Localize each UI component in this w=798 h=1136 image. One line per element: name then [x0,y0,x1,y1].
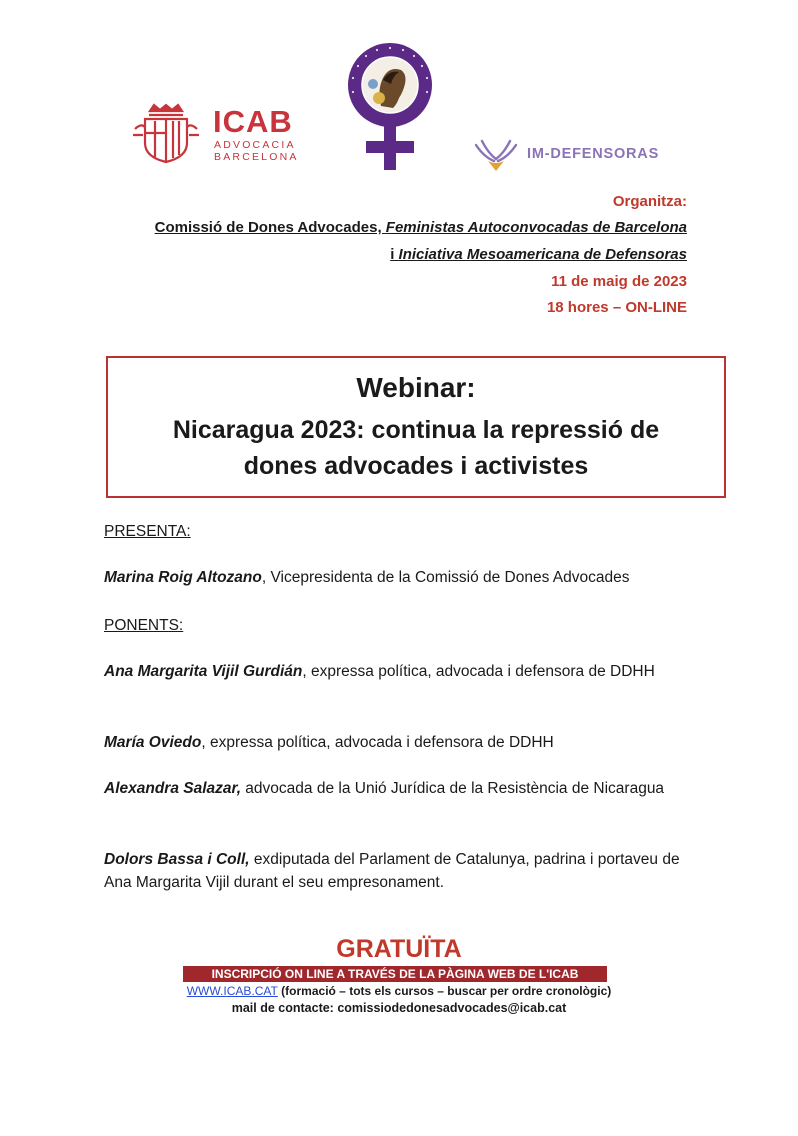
presenter-entry [104,566,694,589]
organizer-line-2-plain: i [390,246,399,263]
speaker-entry [104,731,694,754]
speaker-name: Alexandra Salazar, [104,780,241,797]
webinar-subtitle [106,412,726,484]
organizer-line-1 [155,214,687,241]
website-line [0,984,798,999]
presenta-heading: PRESENTA: [104,523,191,540]
ponents-heading: PONENTS: [104,617,184,634]
feminist-seal-logo [343,40,438,172]
presenter-name: Marina Roig Altozano [104,569,262,586]
organizer-line-2 [390,241,687,268]
webinar-title: Webinar: [356,372,476,403]
speaker-name: Dolors Bassa i Coll, [104,851,250,868]
speaker-entry [104,848,694,894]
icab-tagline [214,139,299,163]
im-defensoras-wordmark: IM-DEFENSORAS [527,146,660,162]
website-link[interactable]: WWW.ICAB.CAT [186,984,278,998]
organizer-label: Organitza: [612,193,687,210]
organizer-line-1-italic: Feministas Autoconvocadas de Barcelona [385,219,687,236]
speaker-desc: exdiputada del Parlament de Catalunya, padrina i portaveu de Ana Margarita Vijil durant el seu empresonament. [104,851,680,891]
free-label: GRATUÏTA [336,935,462,963]
event-date: 11 de maig de 2023 [551,273,687,290]
speaker-desc: , expressa política, advocada i defensora de DDHH [201,734,554,751]
speaker-entry [104,660,694,683]
speaker-name: Ana Margarita Vijil Gurdián [104,663,303,680]
speaker-desc: advocada de la Unió Jurídica de la Resistència de Nicaragua [241,780,665,797]
speaker-name: María Oviedo [104,734,202,751]
organizer-line-2-italic: Iniciativa Mesoamericana de Defensoras [398,246,687,263]
presenter-role: , Vicepresidenta de la Comissió de Dones Advocades [261,569,630,586]
webinar-subtitle-line2: dones advocades i activistes [243,452,589,480]
icab-wordmark: ICAB [213,104,293,139]
registration-banner: INSCRIPCIÓ ON LINE A TRAVÉS DE LA PÀGINA WEB DE L'ICAB [183,966,607,982]
contact-mail: mail de contacte: comissiodedonesadvocades@icab.cat [231,1001,567,1015]
icab-tagline-line1: ADVOCACIA [214,139,296,151]
icab-tagline-line2: BARCELONA [214,151,299,163]
speaker-desc: , expressa política, advocada i defensora de DDHH [302,663,655,680]
webinar-subtitle-line1: Nicaragua 2023: continua la repressió de [172,416,660,444]
website-note: (formació – tots els cursos – buscar per ordre cronològic) [277,984,612,998]
speaker-entry [104,777,694,800]
event-time: 18 hores – ON-LINE [546,299,687,316]
organizer-line-1-plain: Comissió de Dones Advocades, [154,219,386,236]
